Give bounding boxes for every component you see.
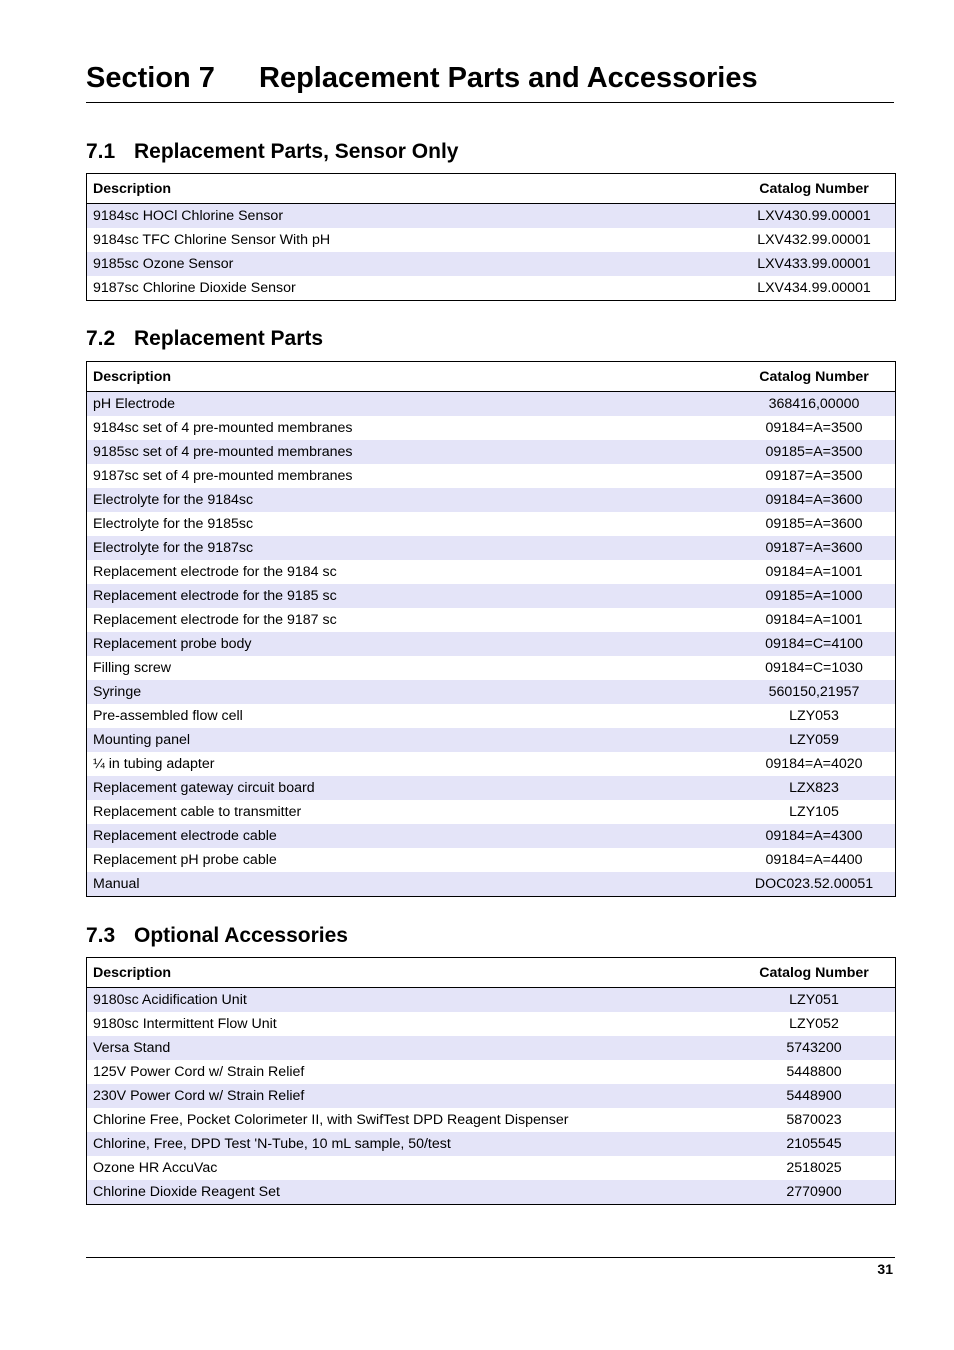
subsection-heading-optional-accessories <box>86 923 348 949</box>
table-row <box>87 848 896 872</box>
subsection-number: 7.1 <box>86 140 116 163</box>
table-row <box>87 488 896 512</box>
catalog-number: 560150,21957 <box>733 680 896 704</box>
subsection-number: 7.3 <box>86 924 116 947</box>
subsection-title: Replacement Parts <box>134 327 324 350</box>
catalog-number: 5448800 <box>733 1060 896 1084</box>
table-row <box>87 1180 896 1205</box>
catalog-number-header: Catalog Number <box>733 174 896 204</box>
part-description: 9184sc TFC Chlorine Sensor With pH <box>87 228 734 252</box>
catalog-number: 09184=A=1001 <box>733 608 896 632</box>
catalog-number: 09184=A=4300 <box>733 824 896 848</box>
catalog-number: LZY052 <box>733 1012 896 1036</box>
catalog-number: LZY059 <box>733 728 896 752</box>
table-row <box>87 252 896 276</box>
table-row <box>87 608 896 632</box>
table-row <box>87 632 896 656</box>
catalog-number: 09185=A=3500 <box>733 440 896 464</box>
catalog-number: 5870023 <box>733 1108 896 1132</box>
subsection-heading-sensor-only <box>86 139 458 165</box>
catalog-number: 09184=A=3600 <box>733 488 896 512</box>
part-description: Filling screw <box>87 656 734 680</box>
catalog-number: 09184=C=4100 <box>733 632 896 656</box>
section-heading <box>86 58 894 103</box>
part-description: Replacement electrode for the 9187 sc <box>87 608 734 632</box>
table-row <box>87 872 896 897</box>
sensor-parts-table <box>86 173 896 301</box>
part-description: Pre-assembled flow cell <box>87 704 734 728</box>
part-description: 9187sc set of 4 pre-mounted membranes <box>87 464 734 488</box>
catalog-number: 5448900 <box>733 1084 896 1108</box>
catalog-number: 09184=A=4400 <box>733 848 896 872</box>
part-description: 9184sc set of 4 pre-mounted membranes <box>87 416 734 440</box>
catalog-number: LZX823 <box>733 776 896 800</box>
catalog-number: LXV434.99.00001 <box>733 276 896 301</box>
catalog-number: DOC023.52.00051 <box>733 872 896 897</box>
catalog-number: LXV433.99.00001 <box>733 252 896 276</box>
part-description: Replacement electrode for the 9185 sc <box>87 584 734 608</box>
part-description: Ozone HR AccuVac <box>87 1156 734 1180</box>
part-description: Electrolyte for the 9184sc <box>87 488 734 512</box>
table-row <box>87 392 896 417</box>
part-description: Replacement pH probe cable <box>87 848 734 872</box>
catalog-number-header: Catalog Number <box>733 362 896 392</box>
table-row <box>87 1036 896 1060</box>
table-row <box>87 560 896 584</box>
table-row <box>87 204 896 229</box>
table-row <box>87 752 896 776</box>
table-row <box>87 1084 896 1108</box>
table-row <box>87 464 896 488</box>
part-description: 9185sc set of 4 pre-mounted membranes <box>87 440 734 464</box>
description-header: Description <box>87 362 734 392</box>
part-description: ¼ in tubing adapter <box>87 752 734 776</box>
catalog-number: 368416,00000 <box>733 392 896 417</box>
description-header: Description <box>87 958 734 988</box>
catalog-number: 09187=A=3500 <box>733 464 896 488</box>
part-description: Replacement cable to transmitter <box>87 800 734 824</box>
part-description: Chlorine, Free, DPD Test 'N-Tube, 10 mL sample, 50/test <box>87 1132 734 1156</box>
part-description: Versa Stand <box>87 1036 734 1060</box>
part-description: Chlorine Dioxide Reagent Set <box>87 1180 734 1205</box>
part-description: Replacement electrode for the 9184 sc <box>87 560 734 584</box>
table-row <box>87 536 896 560</box>
catalog-number: 09187=A=3600 <box>733 536 896 560</box>
table-row <box>87 824 896 848</box>
part-description: Replacement gateway circuit board <box>87 776 734 800</box>
catalog-number: LXV430.99.00001 <box>733 204 896 229</box>
table-header-row <box>87 958 896 988</box>
part-description: Electrolyte for the 9187sc <box>87 536 734 560</box>
part-description: pH Electrode <box>87 392 734 417</box>
catalog-number: LZY051 <box>733 988 896 1013</box>
part-description: Manual <box>87 872 734 897</box>
optional-accessories-table <box>86 957 896 1205</box>
table-row <box>87 276 896 301</box>
table-row <box>87 1156 896 1180</box>
subsection-number: 7.2 <box>86 327 116 350</box>
catalog-number: 09184=C=1030 <box>733 656 896 680</box>
catalog-number-header: Catalog Number <box>733 958 896 988</box>
table-row <box>87 584 896 608</box>
subsection-title: Replacement Parts, Sensor Only <box>134 140 459 163</box>
table-row <box>87 656 896 680</box>
catalog-number: 09184=A=3500 <box>733 416 896 440</box>
table-row <box>87 1060 896 1084</box>
table-row <box>87 1012 896 1036</box>
table-row <box>87 728 896 752</box>
section-title: Replacement Parts and Accessories <box>259 62 758 94</box>
part-description: Chlorine Free, Pocket Colorimeter II, with SwifTest DPD Reagent Dispenser <box>87 1108 734 1132</box>
catalog-number: 2105545 <box>733 1132 896 1156</box>
catalog-number: 5743200 <box>733 1036 896 1060</box>
catalog-number: 09185=A=3600 <box>733 512 896 536</box>
catalog-number: LZY105 <box>733 800 896 824</box>
table-row <box>87 1108 896 1132</box>
part-description: 9184sc HOCl Chlorine Sensor <box>87 204 734 229</box>
subsection-title: Optional Accessories <box>134 924 348 947</box>
part-description: 9180sc Intermittent Flow Unit <box>87 1012 734 1036</box>
table-row <box>87 704 896 728</box>
catalog-number: LZY053 <box>733 704 896 728</box>
description-header: Description <box>87 174 734 204</box>
page-number: 31 <box>877 1261 893 1277</box>
replacement-parts-table <box>86 361 896 897</box>
table-row <box>87 776 896 800</box>
catalog-number: LXV432.99.00001 <box>733 228 896 252</box>
table-row <box>87 228 896 252</box>
table-row <box>87 988 896 1013</box>
part-description: 9187sc Chlorine Dioxide Sensor <box>87 276 734 301</box>
part-description: Syringe <box>87 680 734 704</box>
part-description: 9180sc Acidification Unit <box>87 988 734 1013</box>
table-row <box>87 512 896 536</box>
table-row <box>87 440 896 464</box>
table-row <box>87 1132 896 1156</box>
table-header-row <box>87 362 896 392</box>
table-row <box>87 416 896 440</box>
catalog-number: 09185=A=1000 <box>733 584 896 608</box>
section-number: Section 7 <box>86 62 215 94</box>
catalog-number: 09184=A=1001 <box>733 560 896 584</box>
catalog-number: 2518025 <box>733 1156 896 1180</box>
subsection-heading-replacement-parts <box>86 326 323 352</box>
table-row <box>87 800 896 824</box>
part-description: 125V Power Cord w/ Strain Relief <box>87 1060 734 1084</box>
table-row <box>87 680 896 704</box>
part-description: 9185sc Ozone Sensor <box>87 252 734 276</box>
part-description: Replacement electrode cable <box>87 824 734 848</box>
catalog-number: 2770900 <box>733 1180 896 1205</box>
part-description: Electrolyte for the 9185sc <box>87 512 734 536</box>
part-description: 230V Power Cord w/ Strain Relief <box>87 1084 734 1108</box>
part-description: Replacement probe body <box>87 632 734 656</box>
part-description: Mounting panel <box>87 728 734 752</box>
footer-rule <box>86 1257 895 1258</box>
catalog-number: 09184=A=4020 <box>733 752 896 776</box>
table-header-row <box>87 174 896 204</box>
